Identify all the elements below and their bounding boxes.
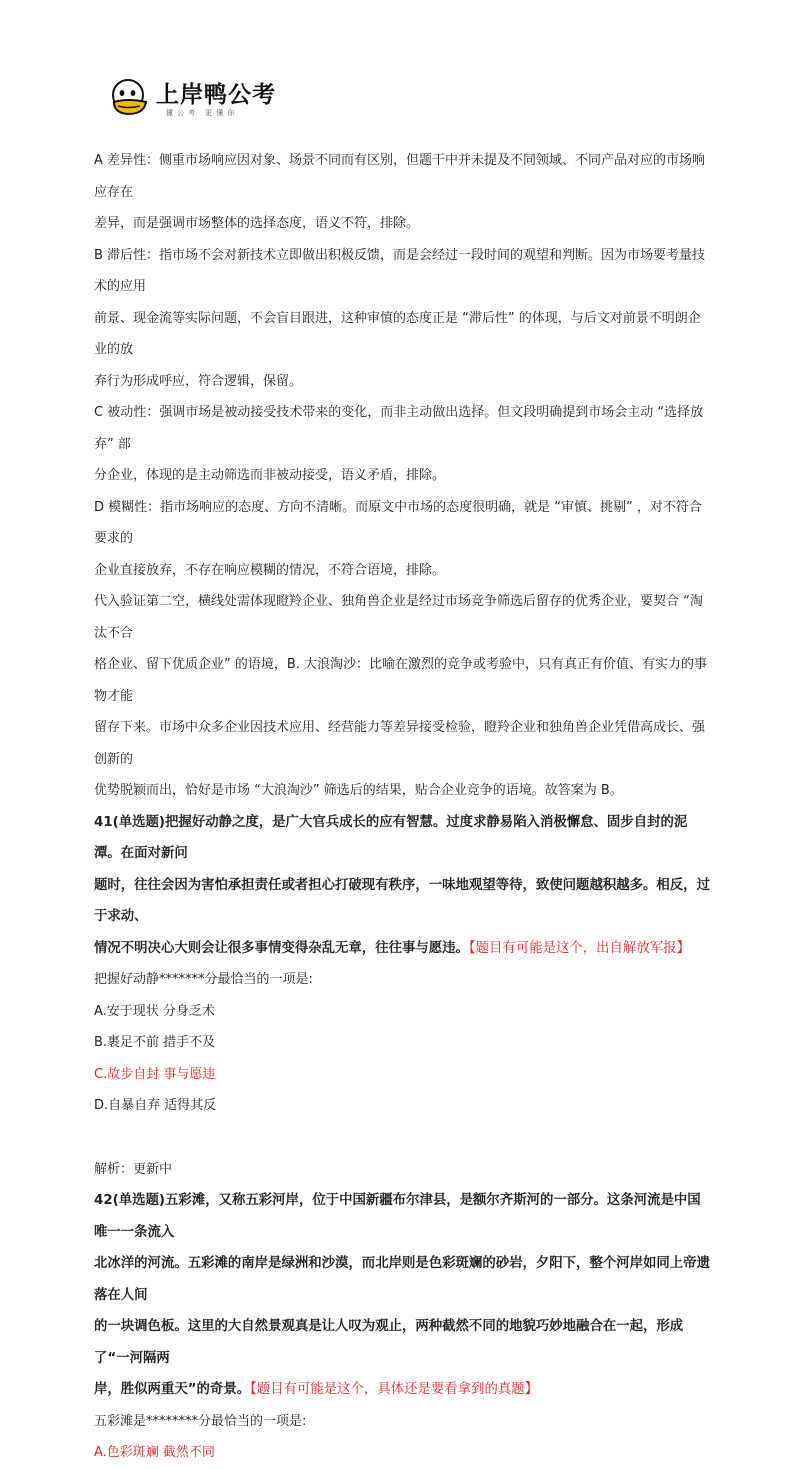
brand-name: 上岸鸭公考	[156, 82, 276, 108]
document-body	[94, 145, 712, 1469]
q41-stem-line2: 题时，往往会因为害怕承担责任或者担心打破现有秩序，一味地观望等待，致使问题越积越多。相反，过于求动、	[94, 877, 710, 924]
q42-prompt: 五彩滩是********分最恰当的一项是:	[94, 1413, 307, 1429]
q42-stem-line3: 的一块调色板。这里的大自然景观真是让人叹为观止，两种截然不同的地貌巧妙地融合在一起，形成了“一河隔两	[94, 1319, 684, 1366]
q42-stem-line2: 北冰洋的河流。五彩滩的南岸是绿洲和沙漠，而北岸则是色彩斑斓的砂岩，夕阳下，整个河岸如同上帝遗落在人间	[94, 1256, 710, 1303]
q41-option-a: A.安于现状 分身乏术	[94, 1003, 215, 1019]
analysis-c-line2: 分企业，体现的是主动筛选而非被动接受，语义矛盾，排除。	[94, 468, 446, 483]
q42-stem-line4-text: 岸，胜似两重天”的奇景。	[94, 1382, 251, 1397]
analysis-d-line2: 企业直接放弃，不存在响应模糊的情况，不符合语境，排除。	[94, 562, 446, 578]
q41-option-d: D.自暴自弃 适得其反	[94, 1098, 217, 1113]
q41-explanation: 解析：更新中	[94, 1161, 173, 1177]
analysis-e-line1: 代入验证第二空，横线处需体现瞪羚企业、独角兽企业是经过市场竞争筛选后留存的优秀企业，要契合 “淘汰不合	[94, 594, 703, 641]
analysis-e-line3: 留存下来。市场中众多企业因技术应用、经营能力等差异接受检验，瞪羚企业和独角兽企业凭借高成长、强创新的	[94, 720, 706, 767]
q41-prompt: 把握好动静*******分最恰当的一项是:	[94, 972, 313, 987]
q41-option-b: B.裹足不前 措手不及	[94, 1035, 216, 1050]
analysis-c-line1: C 被动性：强调市场是被动接受技术带来的变化，而非主动做出选择。但文段明确提到市场会主动 “选择放弃” 部	[94, 405, 704, 452]
analysis-b-line1: B 滞后性：指市场不会对新技术立即做出积极反馈，而是会经过一段时间的观望和判断。因为市场要考量技术的应用	[94, 247, 706, 294]
analysis-d-line1: D 模糊性：指市场响应的态度、方向不清晰。而原文中市场的态度很明确，就是 “审慎、挑剔” ，对不符合要求的	[94, 499, 702, 546]
duck-logo-icon	[108, 76, 152, 120]
q41-option-c-answer: C.故步自封 事与愿违	[94, 1066, 216, 1082]
q41-source-note: 【题目有可能是这个，出自解放军报】	[468, 940, 690, 956]
analysis-b-line2: 前景、现金流等实际问题，不会盲目跟进，这种审慎的态度正是 “滞后性” 的体现，与后文对前景不明朗企业的放	[94, 310, 701, 357]
q41-stem-line3-text: 情况不明决心大则会让很多事情变得杂乱无章，往往事与愿违。	[94, 940, 469, 956]
brand-logo	[108, 76, 276, 124]
q42-source-note: 【题目有可能是这个，具体还是要看拿到的真题】	[250, 1382, 539, 1397]
brand-slogan: 懂公考 更懂你	[166, 109, 239, 117]
q42-stem-line1: 42(单选题)五彩滩，又称五彩河岸，位于中国新疆布尔津县，是额尔齐斯河的一部分。这条河流是中国唯一一条流入	[94, 1193, 701, 1240]
analysis-e-line4: 优势脱颖而出，恰好是市场 “大浪淘沙” 筛选后的结果，贴合企业竞争的语境。故答案为 B。	[94, 783, 623, 798]
analysis-e-line2: 格企业、留下优质企业” 的语境，B. 大浪淘沙：比喻在激烈的竞争或考验中，只有真正有价值、有实力的事物才能	[94, 657, 708, 704]
analysis-a-line2: 差异，而是强调市场整体的选择态度，语义不符，排除。	[94, 216, 420, 231]
q42-stem-line4	[94, 1374, 712, 1406]
q41-stem-line1: 41(单选题)把握好动静之度，是广大官兵成长的应有智慧。过度求静易陷入消极懈怠、固步自封的泥潭。在面对新问	[94, 814, 688, 861]
analysis-b-line3: 弃行为形成呼应，符合逻辑，保留。	[94, 373, 303, 389]
spacer	[94, 1122, 712, 1154]
q42-option-a-answer: A.色彩斑斓 截然不同	[94, 1445, 215, 1460]
q41-stem-line3	[94, 933, 712, 965]
analysis-a-line1: A 差异性：侧重市场响应因对象、场景不同而有区别，但题干中并未提及不同领域、不同产品对应的市场响应存在	[94, 153, 706, 200]
